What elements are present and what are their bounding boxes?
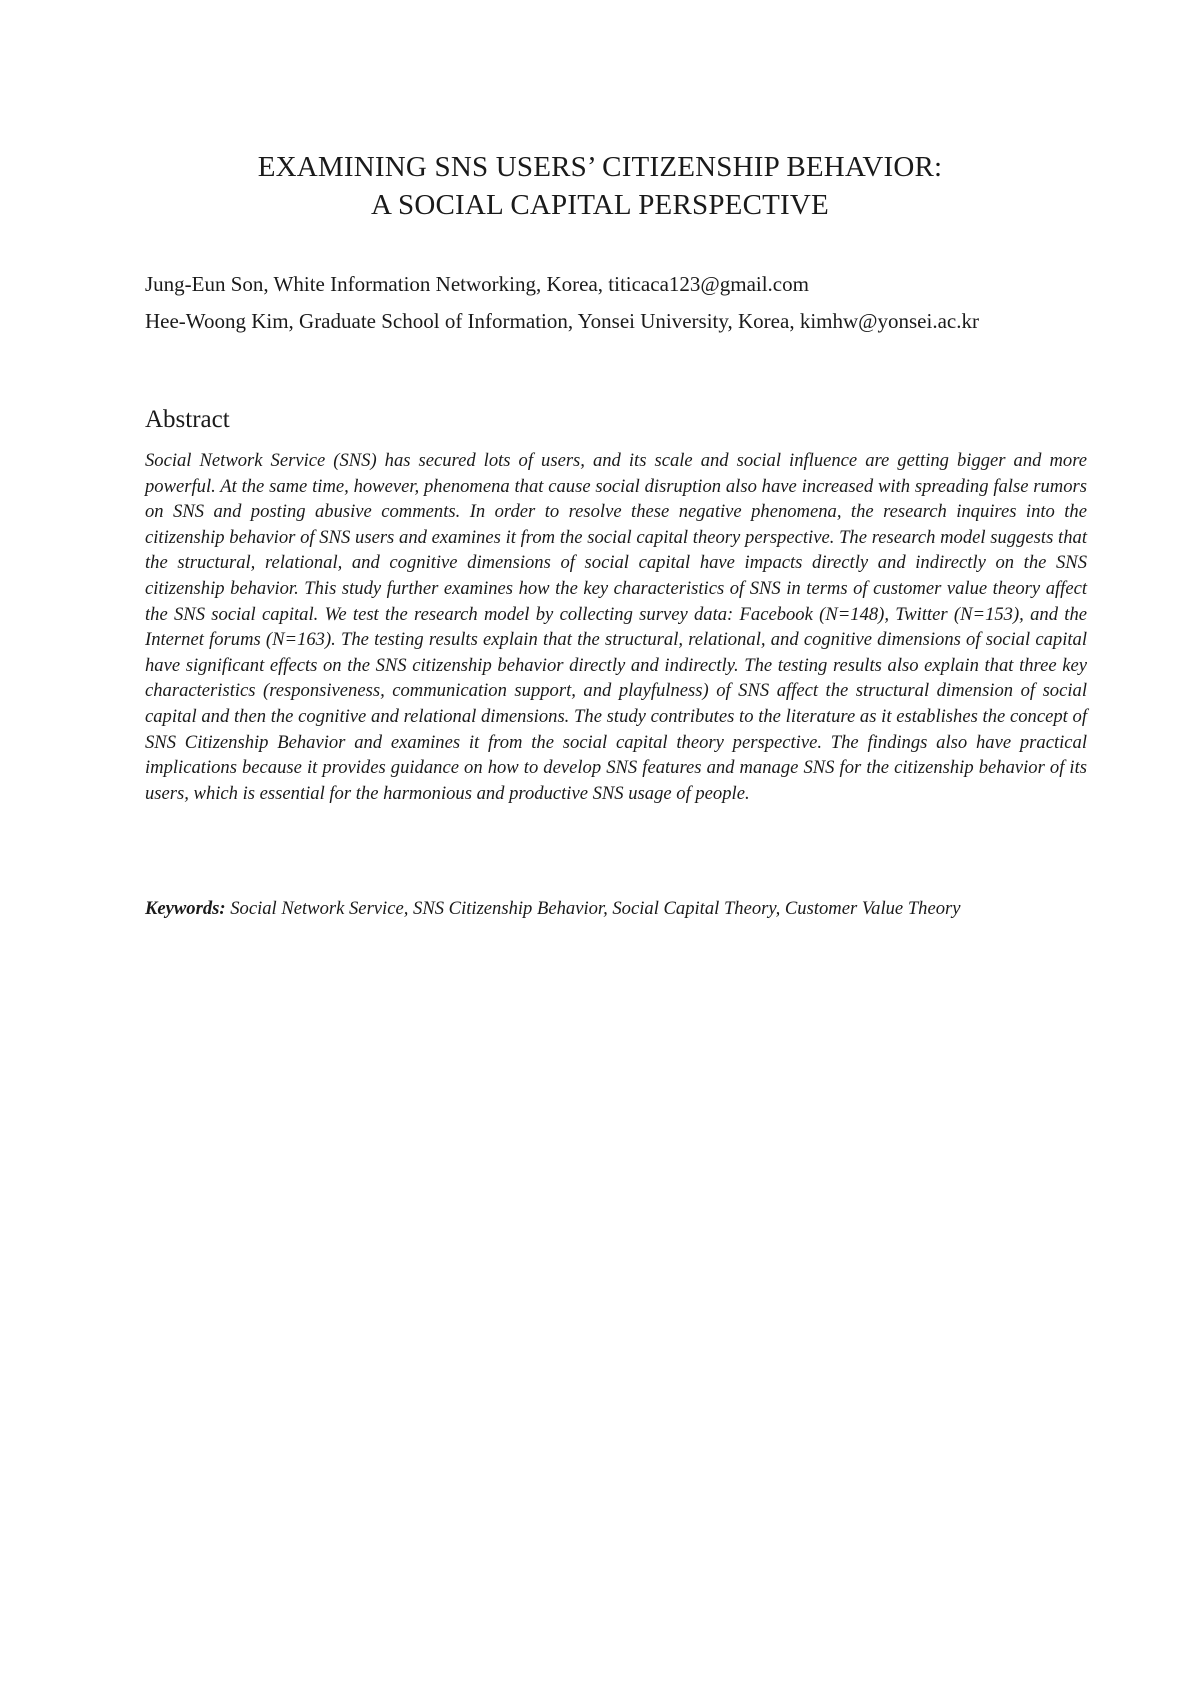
abstract-heading: Abstract	[145, 406, 230, 433]
paper-title-line-1: EXAMINING SNS USERS’ CITIZENSHIP BEHAVIOR:	[257, 151, 943, 183]
keywords	[145, 896, 1087, 922]
abstract-body: Social Network Service (SNS) has secured lots of users, and its scale and social influence are getting bigger and more powerful. At the same time, however, phenomena that cause social disruption also have increased with spreading false rumors on SNS and posting abusive comments. In order to resolve these negative phenomena, the research inquires into the citizenship behavior of SNS users and examines it from the social capital theory perspective. The research model suggests that the structural, relational, and cognitive dimensions of social capital have impacts directly and indirectly on the SNS citizenship behavior. This study further examines how the key characteristics of SNS in terms of customer value theory affect the SNS social capital. We test the research model by collecting survey data: Facebook (N=148), Twitter (N=153), and the Internet forums (N=163). The testing results explain that the structural, relational, and cognitive dimensions of social capital have significant effects on the SNS citizenship behavior directly and indirectly. The testing results also explain that three key characteristics (responsiveness, communication support, and playfulness) of SNS affect the structural dimension of social capital and then the cognitive and relational dimensions. The study contributes to the literature as it establishes the concept of SNS Citizenship Behavior and examines it from the social capital theory perspective. The findings also have practical implications because it provides guidance on how to develop SNS features and manage SNS for the citizenship behavior of its users, which is essential for the harmonious and productive SNS usage of people.	[145, 450, 1087, 804]
paper-title-line-2: A SOCIAL CAPITAL PERSPECTIVE	[371, 189, 829, 221]
author-2: Hee-Woong Kim, Graduate School of Information, Yonsei University, Korea, kimhw@yonsei.ac.kr	[145, 309, 979, 333]
author-1: Jung-Eun Son, White Information Networking, Korea, titicaca123@gmail.com	[145, 272, 809, 296]
paper-title	[0, 148, 1200, 224]
keywords-text: Social Network Service, SNS Citizenship Behavior, Social Capital Theory, Customer Value Theory	[230, 898, 961, 919]
author-list	[145, 270, 1095, 344]
keywords-label: Keywords:	[145, 898, 226, 919]
